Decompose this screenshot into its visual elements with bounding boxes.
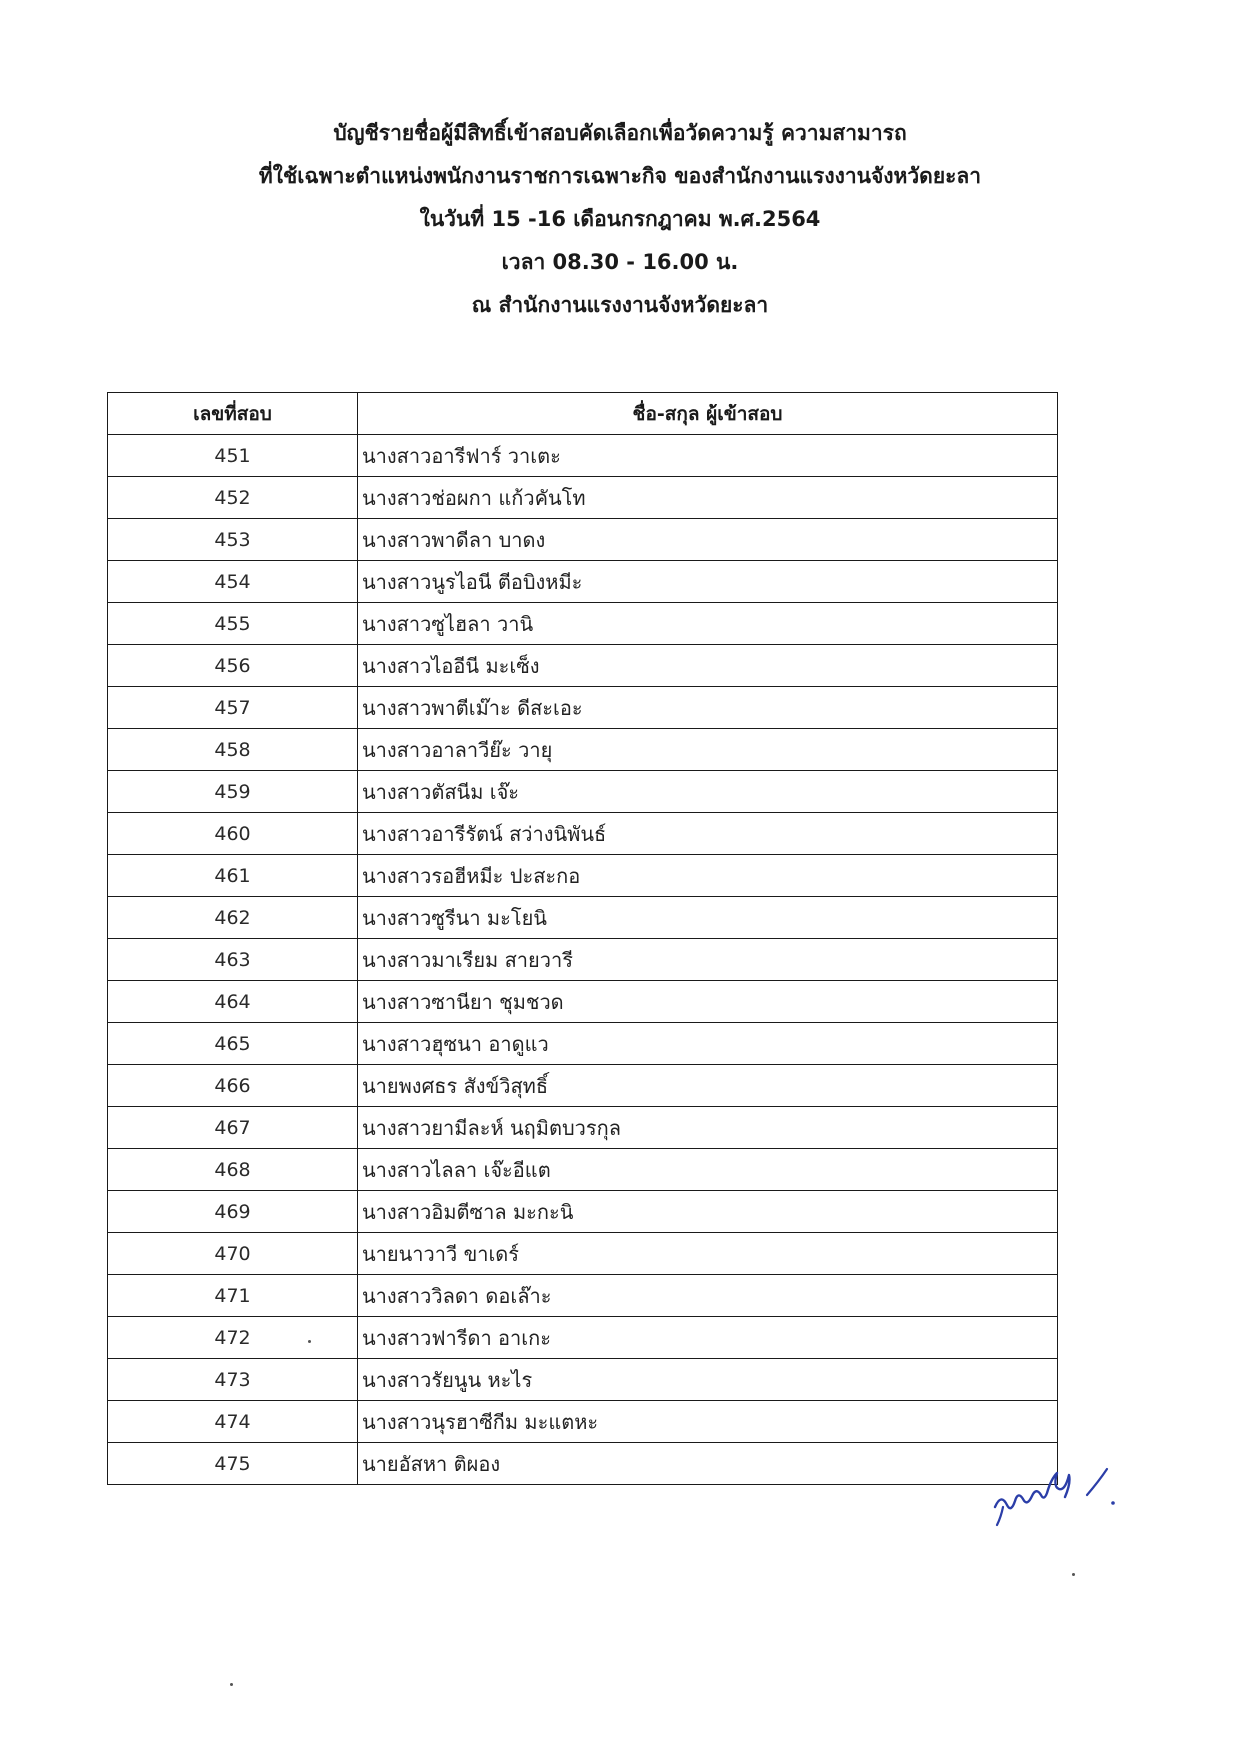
candidate-name-cell: นางสาวไลลา เจ๊ะอีแต <box>358 1149 1058 1191</box>
table-row <box>108 771 1058 813</box>
table-row <box>108 603 1058 645</box>
exam-number-cell: 475 <box>108 1443 358 1485</box>
table-row <box>108 1149 1058 1191</box>
exam-number-cell: 461 <box>108 855 358 897</box>
scan-speck <box>1072 1573 1075 1576</box>
document-header <box>0 112 1240 327</box>
candidate-name-cell: นางสาวอารีฟาร์ วาเตะ <box>358 435 1058 477</box>
header-exam-number: เลขที่สอบ <box>108 393 358 435</box>
candidate-name-cell: นางสาวช่อผกา แก้วคันโท <box>358 477 1058 519</box>
exam-number-cell: 460 <box>108 813 358 855</box>
exam-location: ณ สำนักงานแรงงานจังหวัดยะลา <box>471 293 769 317</box>
table-row <box>108 897 1058 939</box>
table-row <box>108 729 1058 771</box>
exam-number-cell: 470 <box>108 1233 358 1275</box>
candidate-name-cell: นางสาวรัยนูน หะไร <box>358 1359 1058 1401</box>
candidate-table <box>107 392 1058 1485</box>
candidate-name-cell: นางสาวนุรฮาซีกีม มะแตหะ <box>358 1401 1058 1443</box>
table-row <box>108 981 1058 1023</box>
candidate-name-cell: นางสาวฮุซนา อาดูแว <box>358 1023 1058 1065</box>
candidate-name-cell: นางสาวซานียา ชุมชวด <box>358 981 1058 1023</box>
candidate-name-cell: นางสาวพาตีเม๊าะ ดีสะเอะ <box>358 687 1058 729</box>
table-header-row <box>108 393 1058 435</box>
signature <box>985 1455 1135 1535</box>
table-row <box>108 1401 1058 1443</box>
exam-number-cell: 473 <box>108 1359 358 1401</box>
exam-number-cell: 452 <box>108 477 358 519</box>
candidate-name-cell: นางสาวอาลาวีย๊ะ วายุ <box>358 729 1058 771</box>
candidate-name-cell: นางสาวมาเรียม สายวารี <box>358 939 1058 981</box>
candidate-name-cell: นายนาวาวี ขาเดร์ <box>358 1233 1058 1275</box>
table-row <box>108 1065 1058 1107</box>
table-row <box>108 1359 1058 1401</box>
candidate-name-cell: นางสาวนูรไอนี ตีอบิงหมีะ <box>358 561 1058 603</box>
table-row <box>108 435 1058 477</box>
table-row <box>108 645 1058 687</box>
exam-number-cell: 454 <box>108 561 358 603</box>
candidate-name-cell: นางสาวซูรีนา มะโยนิ <box>358 897 1058 939</box>
exam-number-cell: 466 <box>108 1065 358 1107</box>
table-row <box>108 855 1058 897</box>
scan-speck <box>308 1340 311 1343</box>
title-line-2: ที่ใช้เฉพาะตำแหน่งพนักงานราชการเฉพาะกิจ ของสำนักงานแรงงานจังหวัดยะลา <box>258 164 982 188</box>
table-row <box>108 519 1058 561</box>
table-row <box>108 477 1058 519</box>
exam-number-cell: 458 <box>108 729 358 771</box>
exam-number-cell: 455 <box>108 603 358 645</box>
exam-number-cell: 456 <box>108 645 358 687</box>
table-row <box>108 1233 1058 1275</box>
table-row <box>108 813 1058 855</box>
exam-number-cell: 472 <box>108 1317 358 1359</box>
exam-number-cell: 451 <box>108 435 358 477</box>
table-row <box>108 1191 1058 1233</box>
exam-number-cell: 471 <box>108 1275 358 1317</box>
table-row <box>108 561 1058 603</box>
exam-number-cell: 457 <box>108 687 358 729</box>
header-candidate-name: ชื่อ-สกุล ผู้เข้าสอบ <box>358 393 1058 435</box>
candidate-name-cell: นางสาวตัสนีม เจ๊ะ <box>358 771 1058 813</box>
table-row <box>108 687 1058 729</box>
exam-number-cell: 474 <box>108 1401 358 1443</box>
exam-number-cell: 459 <box>108 771 358 813</box>
table-row <box>108 1023 1058 1065</box>
candidate-name-cell: นายอัสหา ติผอง <box>358 1443 1058 1485</box>
candidate-name-cell: นางสาวฟารีดา อาเกะ <box>358 1317 1058 1359</box>
exam-date: ในวันที่ 15 -16 เดือนกรกฎาคม พ.ศ.2564 <box>419 207 821 231</box>
exam-number-cell: 463 <box>108 939 358 981</box>
exam-number-cell: 468 <box>108 1149 358 1191</box>
exam-number-cell: 469 <box>108 1191 358 1233</box>
table-row <box>108 1107 1058 1149</box>
exam-number-cell: 465 <box>108 1023 358 1065</box>
table-row <box>108 1443 1058 1485</box>
candidate-name-cell: นางสาวซูไฮลา วานิ <box>358 603 1058 645</box>
exam-number-cell: 453 <box>108 519 358 561</box>
candidate-name-cell: นางสาวไออีนี มะเซ็ง <box>358 645 1058 687</box>
exam-number-cell: 464 <box>108 981 358 1023</box>
scan-speck <box>230 1683 233 1686</box>
candidate-name-cell: นางสาวยามีละห์ นฤมิตบวรกุล <box>358 1107 1058 1149</box>
table-row <box>108 1275 1058 1317</box>
table-row <box>108 1317 1058 1359</box>
title-line-1: บัญชีรายชื่อผู้มีสิทธิ์เข้าสอบคัดเลือกเพื่อวัดความรู้ ความสามารถ <box>333 121 907 145</box>
table-body <box>108 435 1058 1485</box>
exam-time: เวลา 08.30 - 16.00 น. <box>501 250 739 274</box>
candidate-name-cell: นางสาวอารีรัตน์ สว่างนิพันธ์ <box>358 813 1058 855</box>
candidate-name-cell: นางสาวรอฮีหมีะ ปะสะกอ <box>358 855 1058 897</box>
exam-number-cell: 467 <box>108 1107 358 1149</box>
candidate-name-cell: นางสาววิลดา ดอเล๊าะ <box>358 1275 1058 1317</box>
candidate-name-cell: นางสาวพาดีลา บาดง <box>358 519 1058 561</box>
table-row <box>108 939 1058 981</box>
candidate-name-cell: นางสาวอิมตีซาล มะกะนิ <box>358 1191 1058 1233</box>
candidate-name-cell: นายพงศธร สังข์วิสุทธิ์ <box>358 1065 1058 1107</box>
exam-number-cell: 462 <box>108 897 358 939</box>
